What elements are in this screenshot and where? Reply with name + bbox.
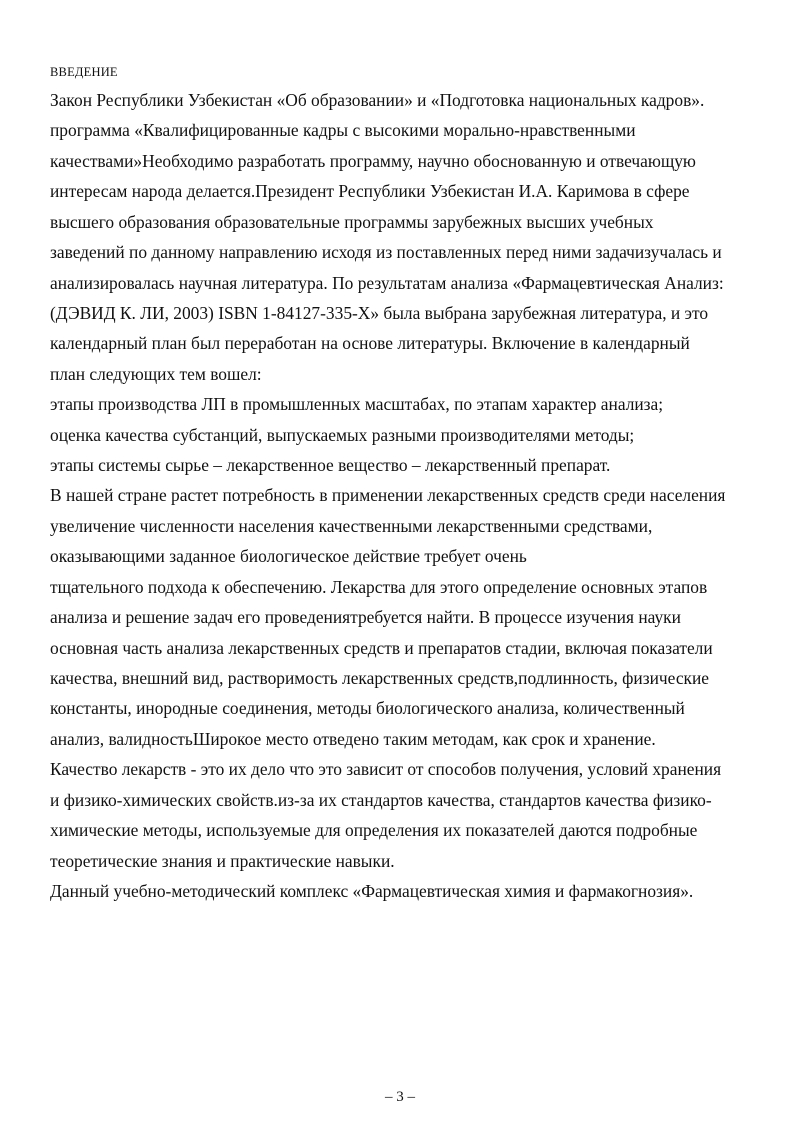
text-line: программа «Квалифицированные кадры с высокими морально-нравственными xyxy=(50,120,636,141)
text-line: интересам народа делается.Президент Республики Узбекистан И.А. Каримова в сфере xyxy=(50,181,690,202)
body-text xyxy=(50,85,780,906)
text-line: константы, инородные соединения, методы биологического анализа, количественный xyxy=(50,698,685,719)
text-line: теоретические знания и практические навыки. xyxy=(50,850,395,871)
text-line: анализ, валидностьШирокое место отведено таким методам, как срок и хранение. xyxy=(50,728,656,749)
text-line: основная часть анализа лекарственных средств и препаратов стадии, включая показатели xyxy=(50,637,713,658)
text-line: этапы системы сырье – лекарственное вещество – лекарственный препарат. xyxy=(50,455,611,476)
text-line: календарный план был переработан на основе литературы. Включение в календарный xyxy=(50,333,690,354)
section-heading: ВВЕДЕНИЕ xyxy=(50,65,118,79)
text-line: Качество лекарств - это их дело что это зависит от способов получения, условий хранения xyxy=(50,759,722,780)
text-line: В нашей стране растет потребность в применении лекарственных средств среди населения xyxy=(50,485,726,506)
text-line: химические методы, используемые для определения их показателей даются подробные xyxy=(50,820,698,841)
text-line: и физико-химических свойств.из-за их стандартов качества, стандартов качества физико- xyxy=(50,789,712,810)
text-line: качества, внешний вид, растворимость лекарственных средств,подлинность, физические xyxy=(50,668,710,689)
text-line: этапы производства ЛП в промышленных масштабах, по этапам характер анализа; xyxy=(50,394,664,415)
text-line: (ДЭВИД К. ЛИ, 2003) ISBN 1-84127-335-X» была выбрана зарубежная литература, и это xyxy=(50,302,709,323)
text-line: план следующих тем вошел: xyxy=(50,363,262,384)
page-number: – 3 – xyxy=(385,1089,415,1105)
text-line: Закон Республики Узбекистан «Об образовании» и «Подготовка национальных кадров». xyxy=(50,90,705,110)
text-line: качествами»Необходимо разработать программу, научно обоснованную и отвечающую xyxy=(50,150,696,171)
text-line: оценка качества субстанций, выпускаемых разными производителями методы; xyxy=(50,424,635,445)
text-line: Данный учебно-методический комплекс «Фармацевтическая химия и фармакогнозия». xyxy=(50,880,694,901)
text-line: высшего образования образовательные программы зарубежных высших учебных xyxy=(50,211,654,232)
text-line: анализа и решение задач его проведениятребуется найти. В процессе изучения науки xyxy=(50,607,681,628)
text-line: тщательного подхода к обеспечению. Лекарства для этого определение основных этапов xyxy=(50,576,708,597)
text-line: анализировалась научная литература. По результатам анализа «Фармацевтическая Анализ: xyxy=(50,272,724,293)
text-line: заведений по данному направлению исходя из поставленных перед ними задачизучалась и xyxy=(50,242,722,263)
text-line: оказывающими заданное биологическое действие требует очень xyxy=(50,546,527,567)
text-line: увеличение численности населения качественными лекарственными средствами, xyxy=(50,515,653,536)
